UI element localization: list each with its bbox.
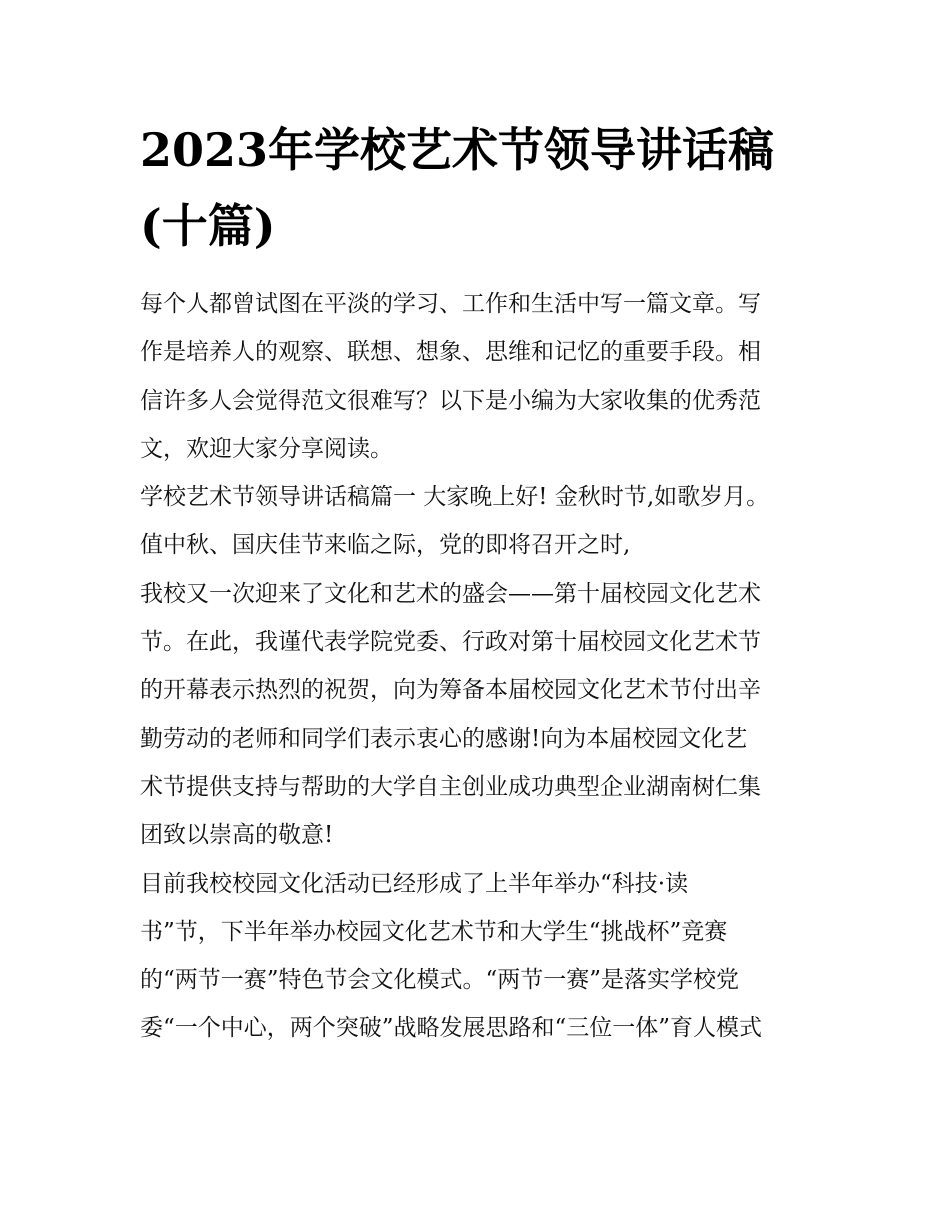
body-line: 每个人都曾试图在平淡的学习、工作和生活中写一篇文章。写 — [140, 291, 761, 317]
title-line-1: 2023年学校艺术节领导讲话稿 — [140, 123, 775, 177]
body-line: 学校艺术节领导讲话稿篇一 大家晚上好! 金秋时节,如歌岁月。 — [140, 484, 770, 511]
body-line: 信许多人会觉得范文很难写？以下是小编为大家收集的优秀范 — [140, 387, 761, 414]
body-line: 团致以崇高的敬意! — [140, 822, 334, 849]
body-line: 节。在此，我谨代表学院党委、行政对第十届校园文化艺术节 — [140, 629, 761, 656]
body-line: 的“两节一赛”特色节会文化模式。“两节一赛”是落实学校党 — [140, 967, 740, 994]
body-line: 勤劳动的老师和同学们表示衷心的感谢!向为本届校园文化艺 — [140, 725, 748, 752]
body-line: 文，欢迎大家分享阅读。 — [140, 435, 393, 462]
body-line: 委“一个中心，两个突破”战略发展思路和“三位一体”育人模式 — [140, 1015, 763, 1042]
document-title — [140, 112, 820, 264]
body-line: 我校又一次迎来了文化和艺术的盛会——第十届校园文化艺术 — [140, 580, 761, 607]
body-line: 值中秋、国庆佳节来临之际，党的即将召开之时, — [140, 532, 631, 559]
body-line: 目前我校校园文化活动已经形成了上半年举办“科技·读 — [140, 870, 689, 897]
body-line: 作是培养人的观察、联想、想象、思维和记忆的重要手段。相 — [140, 339, 761, 366]
document-body — [140, 280, 820, 1053]
body-line: 书”节，下半年举办校园文化艺术节和大学生“挑战杯”竞赛 — [140, 918, 728, 945]
body-line: 术节提供支持与帮助的大学自主创业成功典型企业湖南树仁集 — [140, 773, 761, 800]
title-line-2: (十篇) — [140, 199, 276, 253]
body-line: 的开幕表示热烈的祝贺，向为筹备本届校园文化艺术节付出辛 — [140, 677, 761, 704]
